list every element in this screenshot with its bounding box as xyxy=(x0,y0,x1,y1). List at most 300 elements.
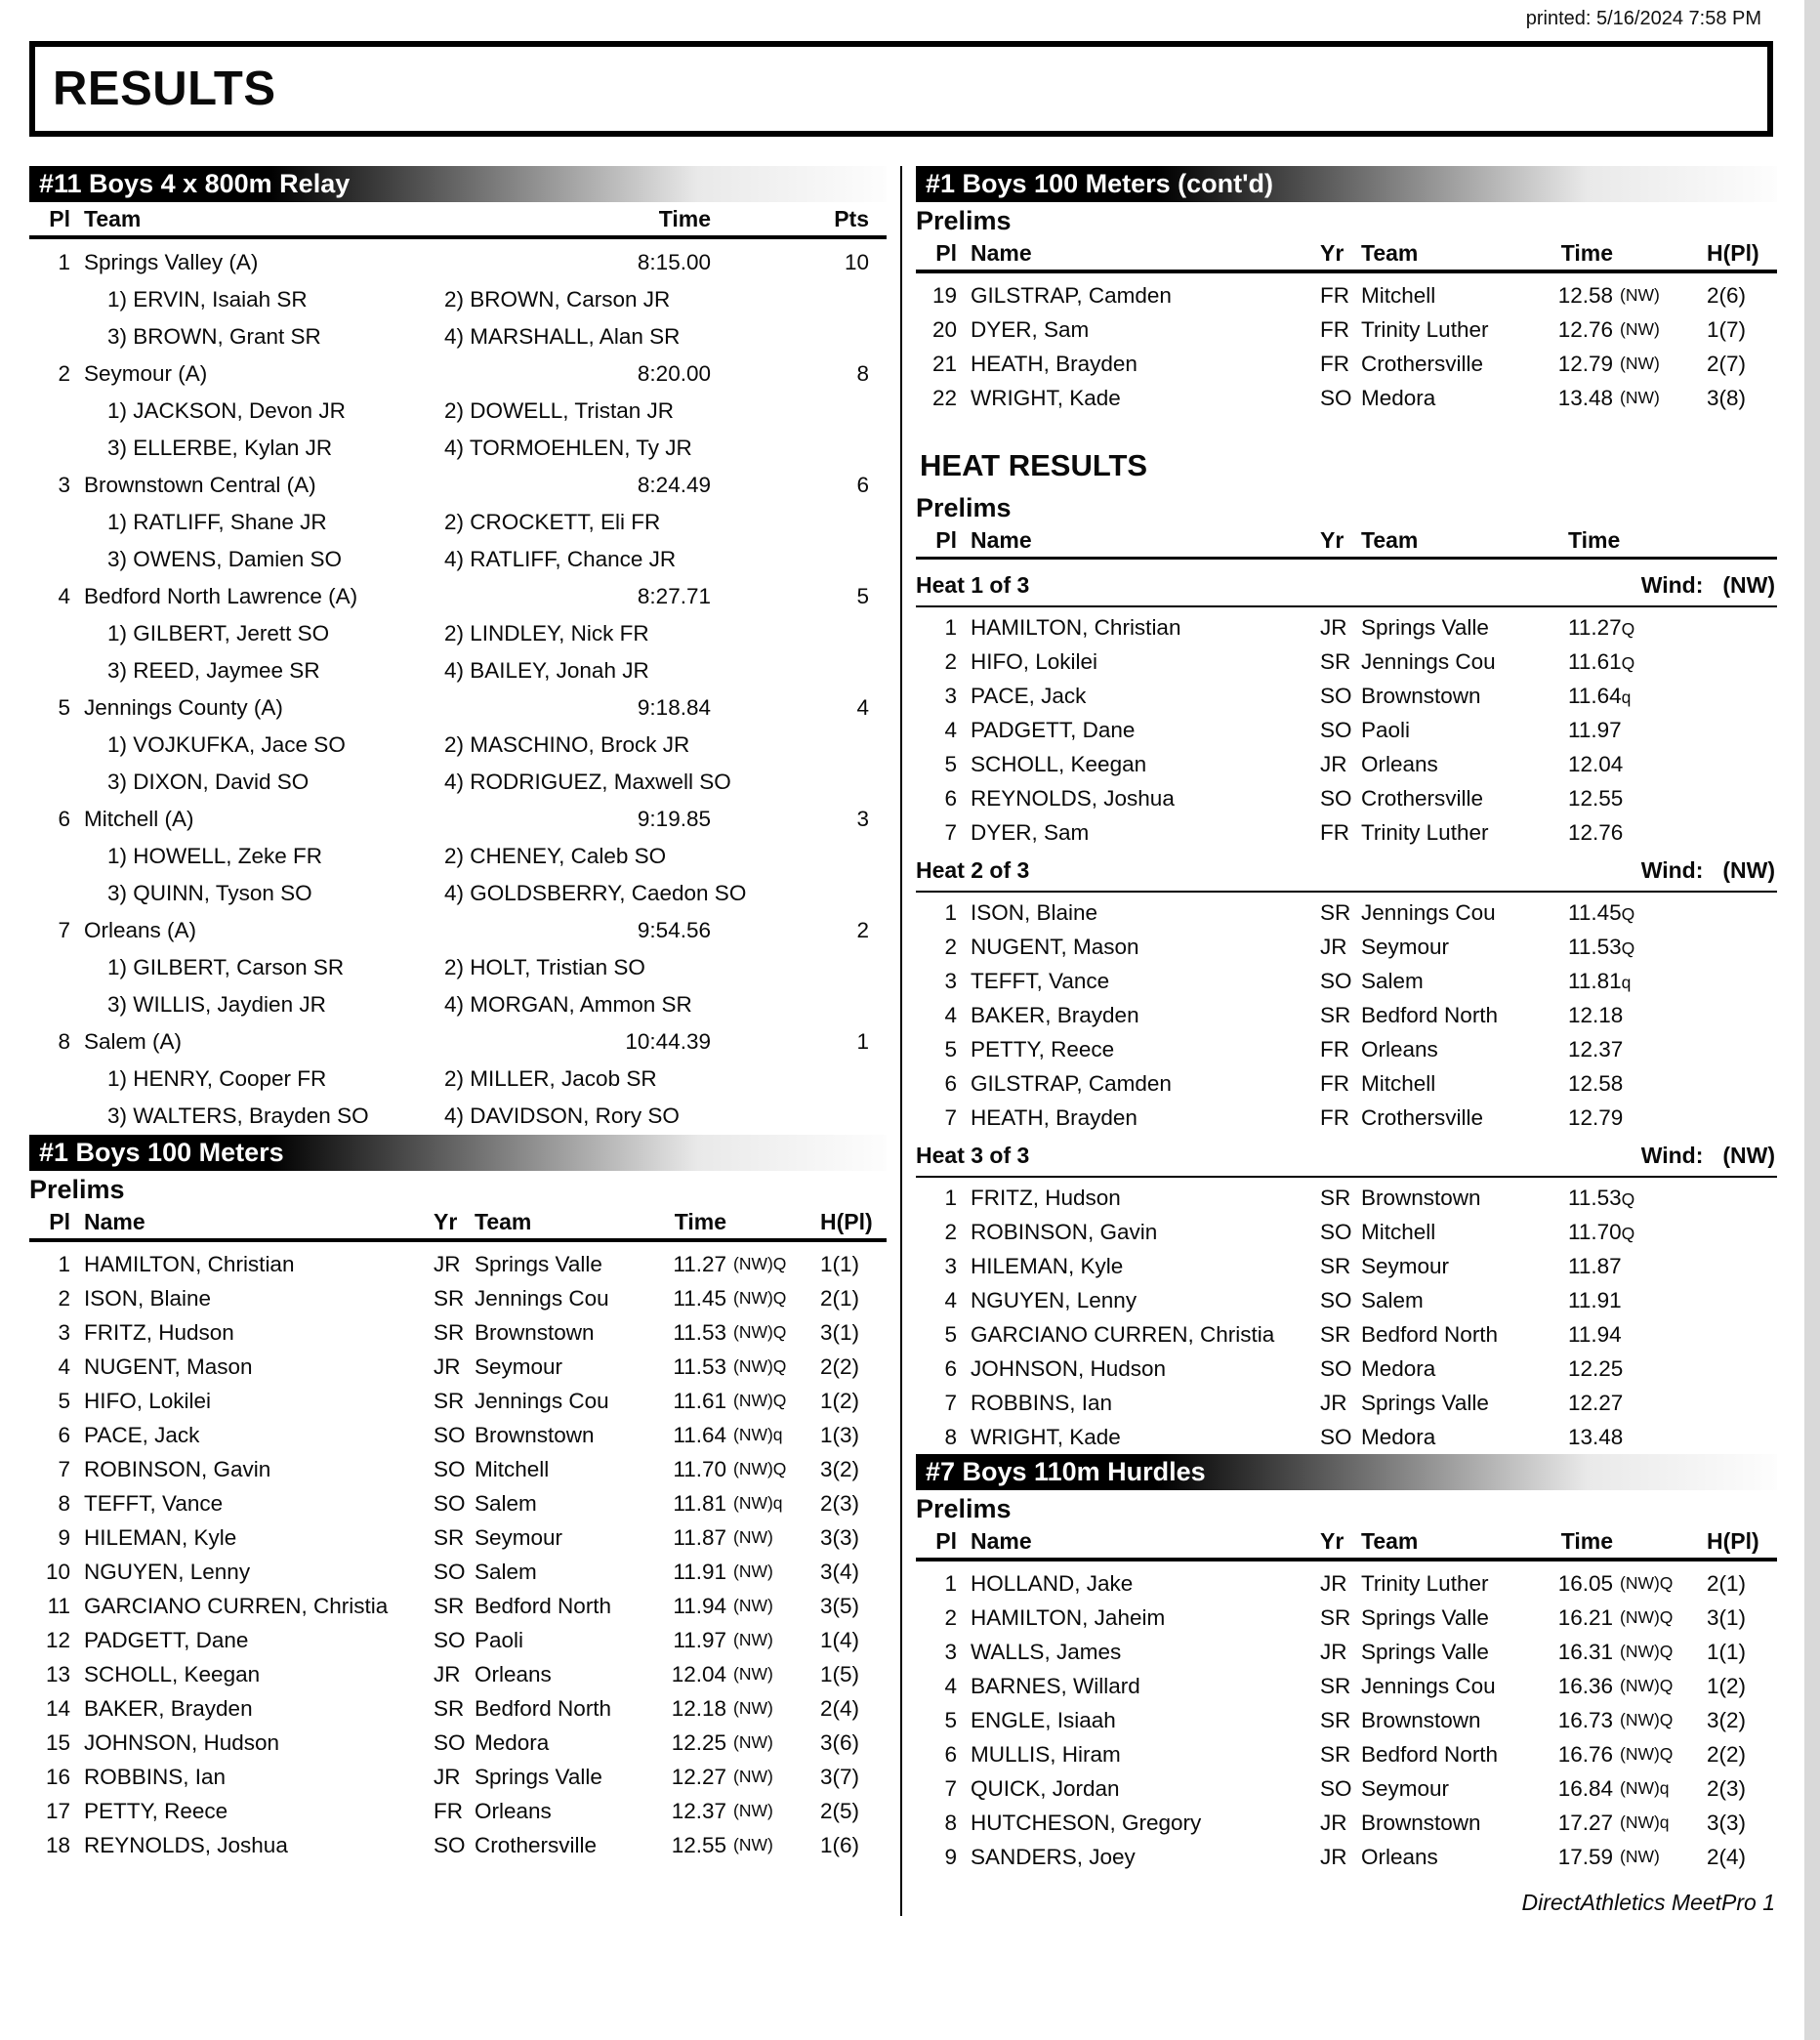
page-edge-strip xyxy=(1804,0,1820,2040)
relay-place: 2 xyxy=(58,361,70,386)
athlete-team: Salem xyxy=(1361,968,1424,993)
athlete-year: JR xyxy=(1320,1570,1347,1596)
athlete-year: FR xyxy=(1320,351,1349,376)
athlete-name: BARNES, Willard xyxy=(971,1673,1140,1698)
athlete-name: BAKER, Brayden xyxy=(971,1002,1139,1027)
place: 6 xyxy=(944,1741,957,1767)
relay-team-row xyxy=(29,355,887,393)
relay-team-row xyxy=(29,578,887,615)
result-time: 13.48 xyxy=(1568,1424,1624,1449)
athlete-name: HEATH, Brayden xyxy=(971,351,1138,376)
document-footer: DirectAthletics MeetPro 1 xyxy=(1521,1890,1775,1915)
athlete-team: Mitchell xyxy=(1361,1070,1436,1096)
relay-place: 6 xyxy=(58,807,70,831)
col-yr: Yr xyxy=(1320,1528,1344,1554)
athlete-name: HAMILTON, Jaheim xyxy=(971,1604,1166,1630)
relay-points: 6 xyxy=(856,473,869,497)
hurdles-section xyxy=(916,1454,1777,1874)
result-row xyxy=(29,1760,887,1794)
athlete-year: FR xyxy=(1320,316,1349,342)
wind-value: (NW) xyxy=(1722,856,1775,883)
result-row xyxy=(29,1657,887,1691)
qualifier-flag: Q xyxy=(1621,652,1635,673)
place: 7 xyxy=(944,819,957,845)
relay-member: 2) MASCHINO, Brock JR xyxy=(444,732,690,757)
athlete-year: SO xyxy=(434,1729,466,1755)
athlete-name: NUGENT, Mason xyxy=(84,1353,253,1379)
athlete-name: ROBINSON, Gavin xyxy=(84,1456,271,1481)
athlete-year: SR xyxy=(1320,1673,1351,1698)
wind-and-qualifier: (NW)Q xyxy=(733,1288,787,1308)
heat-place: 2(2) xyxy=(1707,1741,1747,1767)
athlete-team: Trinity Luther xyxy=(1361,819,1489,845)
heat-header-row xyxy=(916,564,1777,607)
col-time: Time xyxy=(1568,527,1621,553)
heat-place: 2(6) xyxy=(1707,282,1747,308)
athlete-year: SO xyxy=(1320,683,1352,708)
athlete-name: HAMILTON, Christian xyxy=(971,614,1181,640)
athlete-team: Jennings Cou xyxy=(1361,648,1496,674)
result-time: 12.58 xyxy=(1568,1070,1624,1096)
relay-section-header: #11 Boys 4 x 800m Relay xyxy=(29,166,887,202)
athlete-year: SO xyxy=(434,1627,466,1652)
wind-and-qualifier: (NW)Q xyxy=(733,1459,787,1478)
relay-time: 8:27.71 xyxy=(637,584,711,608)
result-row xyxy=(916,1635,1777,1669)
result-row xyxy=(916,1601,1777,1635)
result-row xyxy=(916,381,1777,415)
wind-readout xyxy=(1641,1143,1777,1169)
result-row xyxy=(916,347,1777,381)
wind-and-qualifier: (NW) xyxy=(1620,354,1660,373)
relay-team-row xyxy=(29,1023,887,1061)
result-time: 12.25 xyxy=(671,1729,726,1755)
result-time: 11.91 xyxy=(673,1559,726,1584)
place: 13 xyxy=(45,1661,70,1686)
result-time: 12.18 xyxy=(671,1695,726,1721)
heat-result-row xyxy=(916,964,1777,998)
result-time: 11.53 xyxy=(673,1319,726,1345)
athlete-team: Jennings Cou xyxy=(1361,1673,1496,1698)
relay-member: 1) GILBERT, Jerett SO xyxy=(107,621,330,645)
col-yr: Yr xyxy=(1320,527,1344,553)
relay-team-row xyxy=(29,689,887,727)
result-row xyxy=(29,1555,887,1589)
wind-label: Wind: xyxy=(1640,856,1704,883)
athlete-name: WRIGHT, Kade xyxy=(971,385,1121,410)
relay-section xyxy=(29,166,887,1135)
col-team: Team xyxy=(1361,1528,1419,1554)
athlete-name: HIFO, Lokilei xyxy=(971,648,1098,674)
athlete-team: Springs Valle xyxy=(1361,1639,1489,1664)
athlete-team: Orleans xyxy=(475,1798,552,1823)
result-time: 11.45 xyxy=(673,1285,726,1311)
result-row xyxy=(916,1840,1777,1874)
athlete-team: Seymour xyxy=(1361,1775,1450,1801)
col-pl: Pl xyxy=(49,206,70,231)
right-column xyxy=(902,166,1777,1916)
place: 9 xyxy=(944,1844,957,1869)
result-time: 11.97 xyxy=(1568,717,1622,742)
athlete-name: HILEMAN, Kyle xyxy=(84,1524,237,1550)
relay-member: 4) DAVIDSON, Rory SO xyxy=(444,1103,680,1128)
wind-and-qualifier: (NW)q xyxy=(1620,1778,1670,1798)
heat-place: 3(5) xyxy=(820,1593,860,1618)
athlete-year: SR xyxy=(1320,648,1351,674)
athlete-year: JR xyxy=(1320,934,1347,959)
athlete-year: SR xyxy=(1320,1321,1351,1347)
heat-place: 3(7) xyxy=(820,1764,860,1789)
athlete-year: SO xyxy=(1320,1424,1352,1449)
athlete-name: FRITZ, Hudson xyxy=(84,1319,234,1345)
result-row xyxy=(29,1726,887,1760)
place: 12 xyxy=(45,1627,70,1652)
athlete-team: Springs Valle xyxy=(1361,614,1489,640)
col-team: Team xyxy=(84,206,142,231)
printed-timestamp: printed: 5/16/2024 7:58 PM xyxy=(1525,8,1761,29)
relay-time: 9:54.56 xyxy=(637,918,711,942)
athlete-team: Orleans xyxy=(1361,1036,1438,1062)
heat-place: 3(2) xyxy=(820,1456,860,1481)
result-time: 11.70Q xyxy=(1568,1219,1635,1244)
relay-team-name: Jennings County (A) xyxy=(84,695,283,720)
col-hpl: H(Pl) xyxy=(1707,240,1759,266)
m100-cont-section xyxy=(916,166,1777,415)
relay-member: 3) ELLERBE, Kylan JR xyxy=(107,436,333,460)
result-time: 12.76 xyxy=(1568,819,1624,845)
athlete-year: FR xyxy=(434,1798,463,1823)
heat-results-round-label: Prelims xyxy=(916,493,1012,522)
place: 3 xyxy=(944,683,957,708)
result-time: 11.70 xyxy=(673,1456,726,1481)
athlete-year: SO xyxy=(434,1559,466,1584)
result-row xyxy=(916,1737,1777,1771)
athlete-name: JOHNSON, Hudson xyxy=(84,1729,280,1755)
result-time: 11.91 xyxy=(1568,1287,1622,1312)
athlete-year: SR xyxy=(1320,899,1351,925)
relay-member: 4) RATLIFF, Chance JR xyxy=(444,547,677,571)
relay-points: 1 xyxy=(856,1029,869,1054)
relay-member: 2) LINDLEY, Nick FR xyxy=(444,621,649,645)
place: 11 xyxy=(47,1593,70,1618)
heat-place: 2(4) xyxy=(820,1695,860,1721)
heat-results-table-header xyxy=(916,527,1777,560)
result-time: 11.64q xyxy=(1568,683,1632,708)
athlete-name: SCHOLL, Keegan xyxy=(971,751,1147,776)
wind-and-qualifier: (NW) xyxy=(733,1527,773,1547)
athlete-team: Crothersville xyxy=(1361,1104,1484,1130)
athlete-team: Trinity Luther xyxy=(1361,316,1489,342)
result-time: 11.87 xyxy=(1568,1253,1622,1278)
relay-team-row xyxy=(29,912,887,949)
place: 5 xyxy=(944,1321,957,1347)
place: 21 xyxy=(931,351,957,376)
athlete-year: JR xyxy=(434,1251,461,1276)
place: 17 xyxy=(45,1798,70,1823)
athlete-year: SR xyxy=(1320,1185,1351,1210)
wind-and-qualifier: (NW) xyxy=(733,1664,773,1684)
qualifier-flag: Q xyxy=(1621,1188,1635,1209)
athlete-name: ROBINSON, Gavin xyxy=(971,1219,1158,1244)
athlete-year: SO xyxy=(1320,717,1352,742)
result-time: 11.53Q xyxy=(1568,934,1635,959)
athlete-name: ISON, Blaine xyxy=(84,1285,212,1311)
relay-team-row xyxy=(29,801,887,838)
relay-member: 2) DOWELL, Tristan JR xyxy=(444,398,675,423)
athlete-name: WALLS, James xyxy=(971,1639,1122,1664)
result-row xyxy=(29,1281,887,1315)
place: 6 xyxy=(58,1422,70,1447)
place: 1 xyxy=(58,1251,70,1276)
relay-member: 2) CHENEY, Caleb SO xyxy=(444,844,667,868)
wind-label: Wind: xyxy=(1640,1142,1704,1168)
heat-place: 1(2) xyxy=(820,1388,860,1413)
qualifier-flag: q xyxy=(1621,972,1632,992)
result-time: 12.18 xyxy=(1568,1002,1624,1027)
result-time: 11.87 xyxy=(673,1524,726,1550)
wind-and-qualifier: (NW) xyxy=(733,1835,773,1854)
result-row xyxy=(916,278,1777,312)
result-row xyxy=(916,1703,1777,1737)
athlete-name: JOHNSON, Hudson xyxy=(971,1355,1167,1381)
heat-result-row xyxy=(916,1066,1777,1101)
relay-members-row xyxy=(29,504,887,541)
result-time: 12.04 xyxy=(671,1661,726,1686)
athlete-team: Crothersville xyxy=(1361,785,1484,811)
heat-result-row xyxy=(916,645,1777,679)
heat-result-row xyxy=(916,998,1777,1032)
result-time: 11.53Q xyxy=(1568,1185,1635,1210)
relay-team-name: Brownstown Central (A) xyxy=(84,473,316,497)
place: 2 xyxy=(944,934,957,959)
relay-team-name: Salem (A) xyxy=(84,1029,183,1054)
result-time: 12.76 xyxy=(1557,316,1613,342)
athlete-team: Trinity Luther xyxy=(1361,1570,1489,1596)
result-time: 16.84 xyxy=(1557,1775,1613,1801)
relay-members-row xyxy=(29,318,887,355)
heat-place: 3(4) xyxy=(820,1559,860,1584)
place: 9 xyxy=(58,1524,70,1550)
heat-place: 1(3) xyxy=(820,1422,860,1447)
wind-and-qualifier: (NW)q xyxy=(733,1425,783,1444)
athlete-name: REYNOLDS, Joshua xyxy=(971,785,1175,811)
heat-place: 1(5) xyxy=(820,1661,860,1686)
col-team: Team xyxy=(1361,527,1419,553)
result-row xyxy=(916,1566,1777,1601)
athlete-year: JR xyxy=(1320,1390,1347,1415)
relay-members-row xyxy=(29,393,887,430)
place: 1 xyxy=(944,899,957,925)
place: 5 xyxy=(944,1707,957,1732)
heat-results-body xyxy=(916,564,1777,1454)
place: 5 xyxy=(944,751,957,776)
wind-value: (NW) xyxy=(1722,571,1775,598)
athlete-team: Bedford North xyxy=(475,1593,612,1618)
relay-time: 8:20.00 xyxy=(637,361,711,386)
heat-results-title: HEAT RESULTS xyxy=(920,448,1148,482)
col-pl: Pl xyxy=(935,1528,957,1554)
place: 3 xyxy=(944,968,957,993)
wind-and-qualifier: (NW)Q xyxy=(1620,1573,1674,1593)
athlete-year: SR xyxy=(1320,1707,1351,1732)
m100-round-label: Prelims xyxy=(29,1175,125,1204)
heat-label: Heat 2 of 3 xyxy=(916,856,1030,883)
place: 1 xyxy=(944,1570,957,1596)
m100-cont-table-header xyxy=(916,240,1777,273)
athlete-name: ROBBINS, Ian xyxy=(971,1390,1113,1415)
wind-and-qualifier: (NW) xyxy=(733,1596,773,1615)
athlete-team: Medora xyxy=(1361,1424,1436,1449)
relay-member: 1) HENRY, Cooper FR xyxy=(107,1066,327,1091)
place: 7 xyxy=(944,1390,957,1415)
result-time: 12.04 xyxy=(1568,751,1624,776)
athlete-team: Springs Valle xyxy=(1361,1604,1489,1630)
athlete-name: GILSTRAP, Camden xyxy=(971,282,1172,308)
athlete-year: SR xyxy=(434,1319,465,1345)
result-time: 12.37 xyxy=(671,1798,726,1823)
result-time: 12.55 xyxy=(671,1832,726,1857)
heat-result-row xyxy=(916,1420,1777,1454)
m100-section-header: #1 Boys 100 Meters xyxy=(29,1135,887,1171)
result-time: 11.45Q xyxy=(1568,899,1635,925)
athlete-year: FR xyxy=(1320,819,1349,845)
result-time: 16.05 xyxy=(1557,1570,1613,1596)
athlete-year: JR xyxy=(1320,751,1347,776)
col-name: Name xyxy=(971,1528,1032,1554)
result-time: 17.27 xyxy=(1557,1810,1613,1835)
result-time: 16.21 xyxy=(1557,1604,1613,1630)
relay-place: 8 xyxy=(58,1029,70,1054)
athlete-name: ROBBINS, Ian xyxy=(84,1764,227,1789)
relay-member: 4) GOLDSBERRY, Caedon SO xyxy=(444,881,747,905)
athlete-year: SR xyxy=(1320,1741,1351,1767)
athlete-name: HEATH, Brayden xyxy=(971,1104,1138,1130)
place: 14 xyxy=(45,1695,70,1721)
athlete-name: HAMILTON, Christian xyxy=(84,1251,295,1276)
heat-label: Heat 1 of 3 xyxy=(916,571,1030,598)
athlete-year: SO xyxy=(434,1490,466,1516)
heat-place: 1(1) xyxy=(820,1251,860,1276)
athlete-year: JR xyxy=(434,1661,461,1686)
relay-place: 1 xyxy=(58,250,70,274)
athlete-name: MULLIS, Hiram xyxy=(971,1741,1121,1767)
result-time: 11.53 xyxy=(673,1353,726,1379)
place: 7 xyxy=(944,1775,957,1801)
athlete-team: Seymour xyxy=(1361,1253,1450,1278)
heat-place: 2(4) xyxy=(1707,1844,1747,1869)
heat-result-row xyxy=(916,713,1777,747)
heat-label: Heat 3 of 3 xyxy=(916,1142,1030,1168)
m100-table-body xyxy=(29,1247,887,1862)
athlete-name: SCHOLL, Keegan xyxy=(84,1661,261,1686)
athlete-team: Seymour xyxy=(1361,934,1450,959)
relay-members-row xyxy=(29,652,887,689)
result-time: 12.58 xyxy=(1557,282,1613,308)
qualifier-flag: Q xyxy=(1621,903,1635,924)
athlete-year: JR xyxy=(1320,1639,1347,1664)
col-time: Time xyxy=(1560,1528,1613,1554)
athlete-name: DYER, Sam xyxy=(971,819,1090,845)
place: 6 xyxy=(944,785,957,811)
result-row xyxy=(29,1452,887,1486)
athlete-name: PETTY, Reece xyxy=(84,1798,228,1823)
relay-time: 9:19.85 xyxy=(637,807,711,831)
heat-result-row xyxy=(916,610,1777,645)
heat-place: 3(1) xyxy=(1707,1604,1747,1630)
wind-and-qualifier: (NW) xyxy=(733,1732,773,1752)
result-time: 16.76 xyxy=(1557,1741,1613,1767)
athlete-year: SO xyxy=(1320,1355,1352,1381)
heat-result-row xyxy=(916,1032,1777,1066)
result-time: 11.61Q xyxy=(1568,648,1635,674)
qualifier-flag: q xyxy=(1621,687,1632,707)
athlete-team: Springs Valle xyxy=(475,1251,602,1276)
relay-members-row xyxy=(29,764,887,801)
wind-and-qualifier: (NW) xyxy=(733,1561,773,1581)
col-hpl: H(Pl) xyxy=(820,1209,873,1234)
relay-points: 8 xyxy=(856,361,869,386)
relay-members-row xyxy=(29,949,887,986)
relay-member: 2) HOLT, Tristian SO xyxy=(444,955,645,979)
result-time: 11.81 xyxy=(673,1490,726,1516)
heat-result-row xyxy=(916,1215,1777,1249)
result-time: 16.31 xyxy=(1557,1639,1613,1664)
relay-team-name: Mitchell (A) xyxy=(84,807,194,831)
result-row xyxy=(916,1806,1777,1840)
athlete-team: Brownstown xyxy=(1361,1707,1481,1732)
relay-member: 3) REED, Jaymee SR xyxy=(107,658,320,683)
relay-member: 1) VOJKUFKA, Jace SO xyxy=(107,732,346,757)
result-time: 12.79 xyxy=(1557,351,1613,376)
two-column-layout xyxy=(29,166,1777,1916)
relay-member: 1) ERVIN, Isaiah SR xyxy=(107,287,308,312)
wind-readout xyxy=(1641,857,1777,884)
relay-points: 3 xyxy=(856,807,869,831)
heat-place: 1(2) xyxy=(1707,1673,1747,1698)
wind-and-qualifier: (NW) xyxy=(733,1767,773,1786)
athlete-name: GILSTRAP, Camden xyxy=(971,1070,1172,1096)
result-time: 16.73 xyxy=(1557,1707,1613,1732)
relay-member: 2) MILLER, Jacob SR xyxy=(444,1066,657,1091)
result-time: 12.79 xyxy=(1568,1104,1624,1130)
athlete-team: Paoli xyxy=(475,1627,524,1652)
athlete-year: SO xyxy=(434,1422,466,1447)
heat-result-row xyxy=(916,815,1777,850)
place: 7 xyxy=(58,1456,70,1481)
athlete-team: Bedford North xyxy=(1361,1321,1499,1347)
athlete-team: Medora xyxy=(1361,1355,1436,1381)
heat-place: 1(1) xyxy=(1707,1639,1747,1664)
relay-member: 3) QUINN, Tyson SO xyxy=(107,881,312,905)
relay-member: 1) RATLIFF, Shane JR xyxy=(107,510,327,534)
athlete-year: JR xyxy=(434,1353,461,1379)
athlete-year: FR xyxy=(1320,282,1349,308)
relay-members-row xyxy=(29,1061,887,1098)
place: 6 xyxy=(944,1070,957,1096)
col-time: Time xyxy=(1560,240,1613,266)
qualifier-flag: Q xyxy=(1621,1223,1635,1243)
place: 8 xyxy=(944,1810,957,1835)
wind-and-qualifier: (NW) xyxy=(1620,285,1660,305)
athlete-name: PADGETT, Dane xyxy=(971,717,1136,742)
athlete-team: Seymour xyxy=(475,1353,563,1379)
left-column xyxy=(29,166,887,1916)
relay-time: 10:44.39 xyxy=(625,1029,711,1054)
athlete-year: JR xyxy=(1320,1844,1347,1869)
relay-place: 5 xyxy=(58,695,70,720)
athlete-team: Bedford North xyxy=(1361,1002,1499,1027)
place: 1 xyxy=(944,1185,957,1210)
